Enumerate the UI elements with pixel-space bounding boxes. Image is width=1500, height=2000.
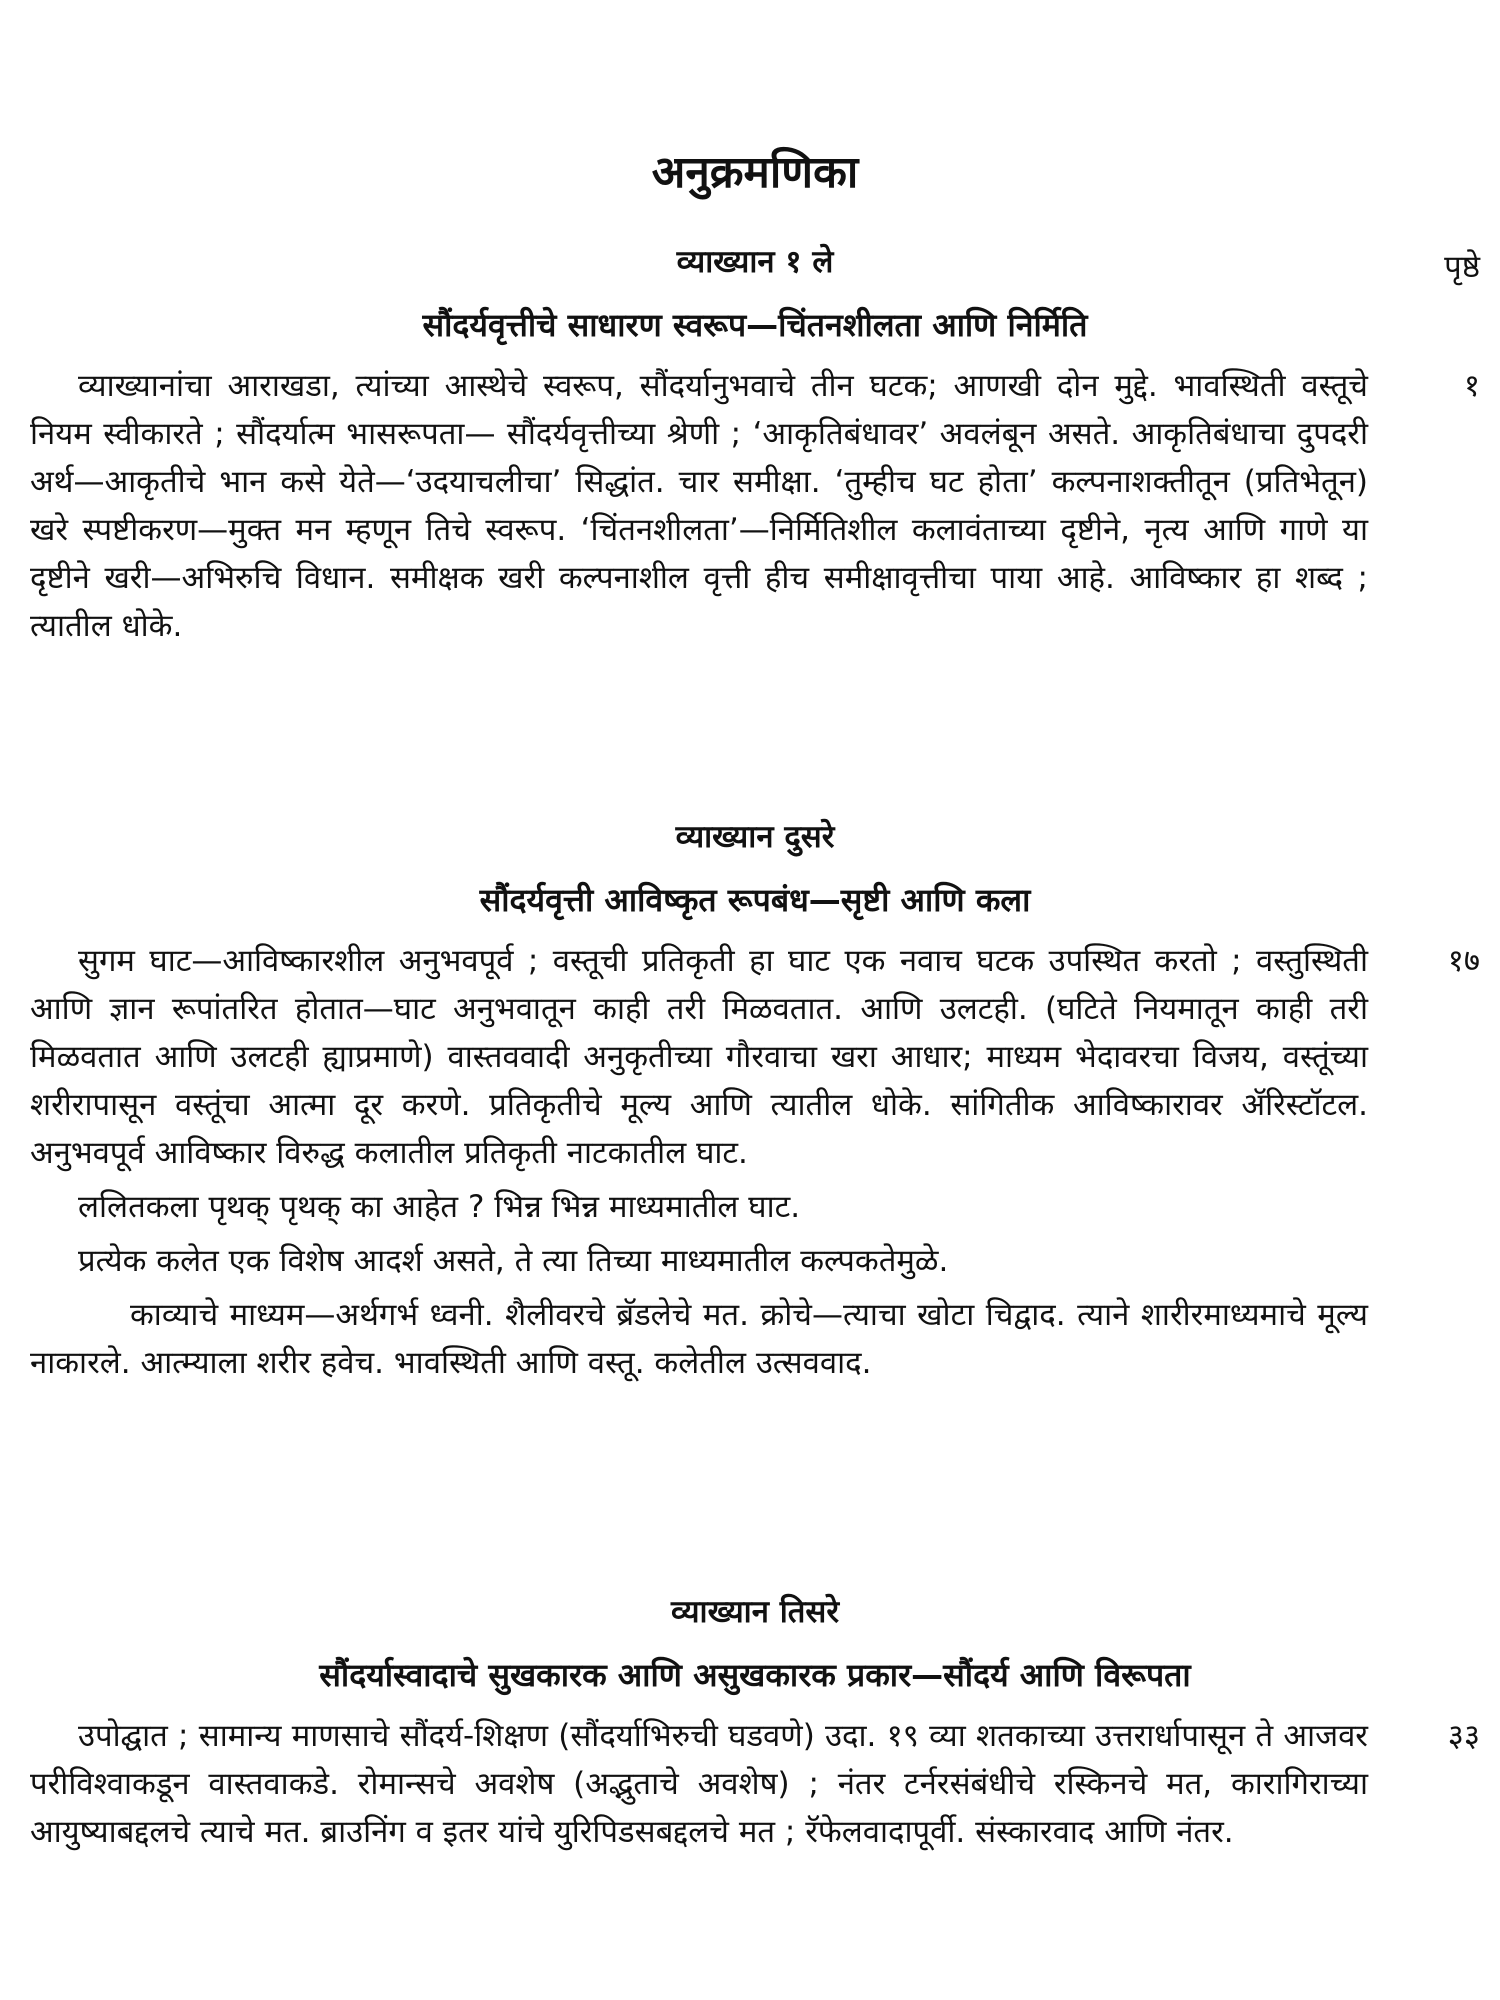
lecture-paragraph: ललितकला पृथक् पृथक् का आहेत ? भिन्न भिन्न माध्यमातील घाट. — [78, 1189, 801, 1225]
lecture-heading: व्याख्यान दुसरे — [675, 819, 835, 855]
lecture-subtitle: सौंदर्यवृत्ती आविष्कृत रूपबंध—सृष्टी आणि कला — [479, 881, 1031, 919]
page-column-label: पृष्ठे — [1444, 249, 1480, 285]
lecture-subtitle: सौंदर्यास्वादाचे सुखकारक आणि असुखकारक प्रकार—सौंदर्य आणि विरूपता — [319, 1656, 1191, 1694]
page-number: १ — [1463, 368, 1480, 404]
lecture-subtitle: सौंदर्यवृत्तीचे साधारण स्वरूप—चिंतनशीलता आणि निर्मिति — [422, 306, 1088, 344]
toc-page — [30, 0, 1480, 2000]
lecture-paragraph: सुगम घाट—आविष्कारशील अनुभवपूर्व ; वस्तूची प्रतिकृती हा घाट एक नवाच घटक उपस्थित करतो ; वस्तुस्थिती आणि ज्ञान रूपांतरित होतात—घाट अनुभवातून काही तरी मिळवतात. आणि उलटही. (घटिते नियमातून काही तरी मिळवतात आणि उलटही ह्याप्रमाणे) वास्तववादी अनुकृतीच्या गौरवाचा खरा आधार; माध्यम भेदावरचा विजय, वस्तूंच्या शरीरापासून वस्तूंचा आत्मा दूर करणे. प्रतिकृतीचे मूल्य आणि त्यातील धोके. सांगितीक आविष्कारावर ॲरिस्टॉटल. अनुभवपूर्व आविष्कार विरुद्ध कलातील प्रतिकृती नाटकातील घाट. — [30, 943, 1368, 1171]
page-number: १७ — [1447, 943, 1480, 979]
lecture-paragraph: प्रत्येक कलेत एक विशेष आदर्श असते, ते त्या तिच्या माध्यमातील कल्पकतेमुळे. — [78, 1243, 949, 1279]
lecture-1 — [30, 240, 1480, 650]
page-number: ३३ — [1447, 1718, 1480, 1754]
lecture-paragraph: काव्याचे माध्यम—अर्थगर्भ ध्वनी. शैलीवरचे ब्रॅडलेचे मत. क्रोचे—त्याचा खोटा चिद्वाद. त्याने शारीरमाध्यमाचे मूल्य नाकारले. आत्म्याला शरीर हवेच. भावस्थिती आणि वस्तू. कलेतील उत्सववाद. — [30, 1297, 1368, 1381]
lecture-body — [30, 362, 1480, 650]
lecture-heading: व्याख्यान तिसरे — [670, 1594, 840, 1630]
lecture-paragraph: व्याख्यानांचा आराखडा, त्यांच्या आस्थेचे स्वरूप, सौंदर्यानुभवाचे तीन घटक; आणखी दोन मुद्दे. भावस्थिती वस्तूचे नियम स्वीकारते ; सौंदर्यात्म भासरूपता— सौंदर्यवृत्तीच्या श्रेणी ; ‘आकृतिबंधावर’ अवलंबून असते. आकृतिबंधाचा दुपदरी अर्थ—आकृतीचे भान कसे येते—‘उदयाचलीचा’ सिद्धांत. चार समीक्षा. ‘तुम्हीच घट होता’ कल्पनाशक्तीतून (प्रतिभेतून) खरे स्पष्टीकरण—मुक्त मन म्हणून तिचे स्वरूप. ‘चिंतनशीलता’—निर्मितिशील कलावंताच्या दृष्टीने, नृत्य आणि गाणे या दृष्टीने खरी—अभिरुचि विधान. समीक्षक खरी कल्पनाशील वृत्ती हीच समीक्षावृत्तीचा पाया आहे. आविष्कार हा शब्द ; त्यातील धोके. — [30, 368, 1368, 644]
page-title: अनुक्रमणिका — [651, 147, 859, 198]
lecture-3 — [30, 1590, 1480, 1856]
lecture-2 — [30, 815, 1480, 1387]
lecture-body — [30, 937, 1480, 1387]
lecture-paragraph: उपोद्घात ; सामान्य माणसाचे सौंदर्य-शिक्षण (सौंदर्याभिरुची घडवणे) उदा. १९ व्या शतकाच्या उत्तरार्धापासून ते आजवर परीविश्वाकडून वास्तवाकडे. रोमान्सचे अवशेष (अद्भुताचे अवशेष) ; नंतर टर्नरसंबंधीचे रस्किनचे मत, कारागिराच्या आयुष्याबद्दलचे त्याचे मत. ब्राउनिंग व इतर यांचे युरिपिडसबद्दलचे मत ; रॅफेलवादापूर्वी. संस्कारवाद आणि नंतर. — [30, 1718, 1368, 1850]
lecture-heading: व्याख्यान १ ले — [676, 244, 834, 280]
lecture-body — [30, 1712, 1480, 1856]
